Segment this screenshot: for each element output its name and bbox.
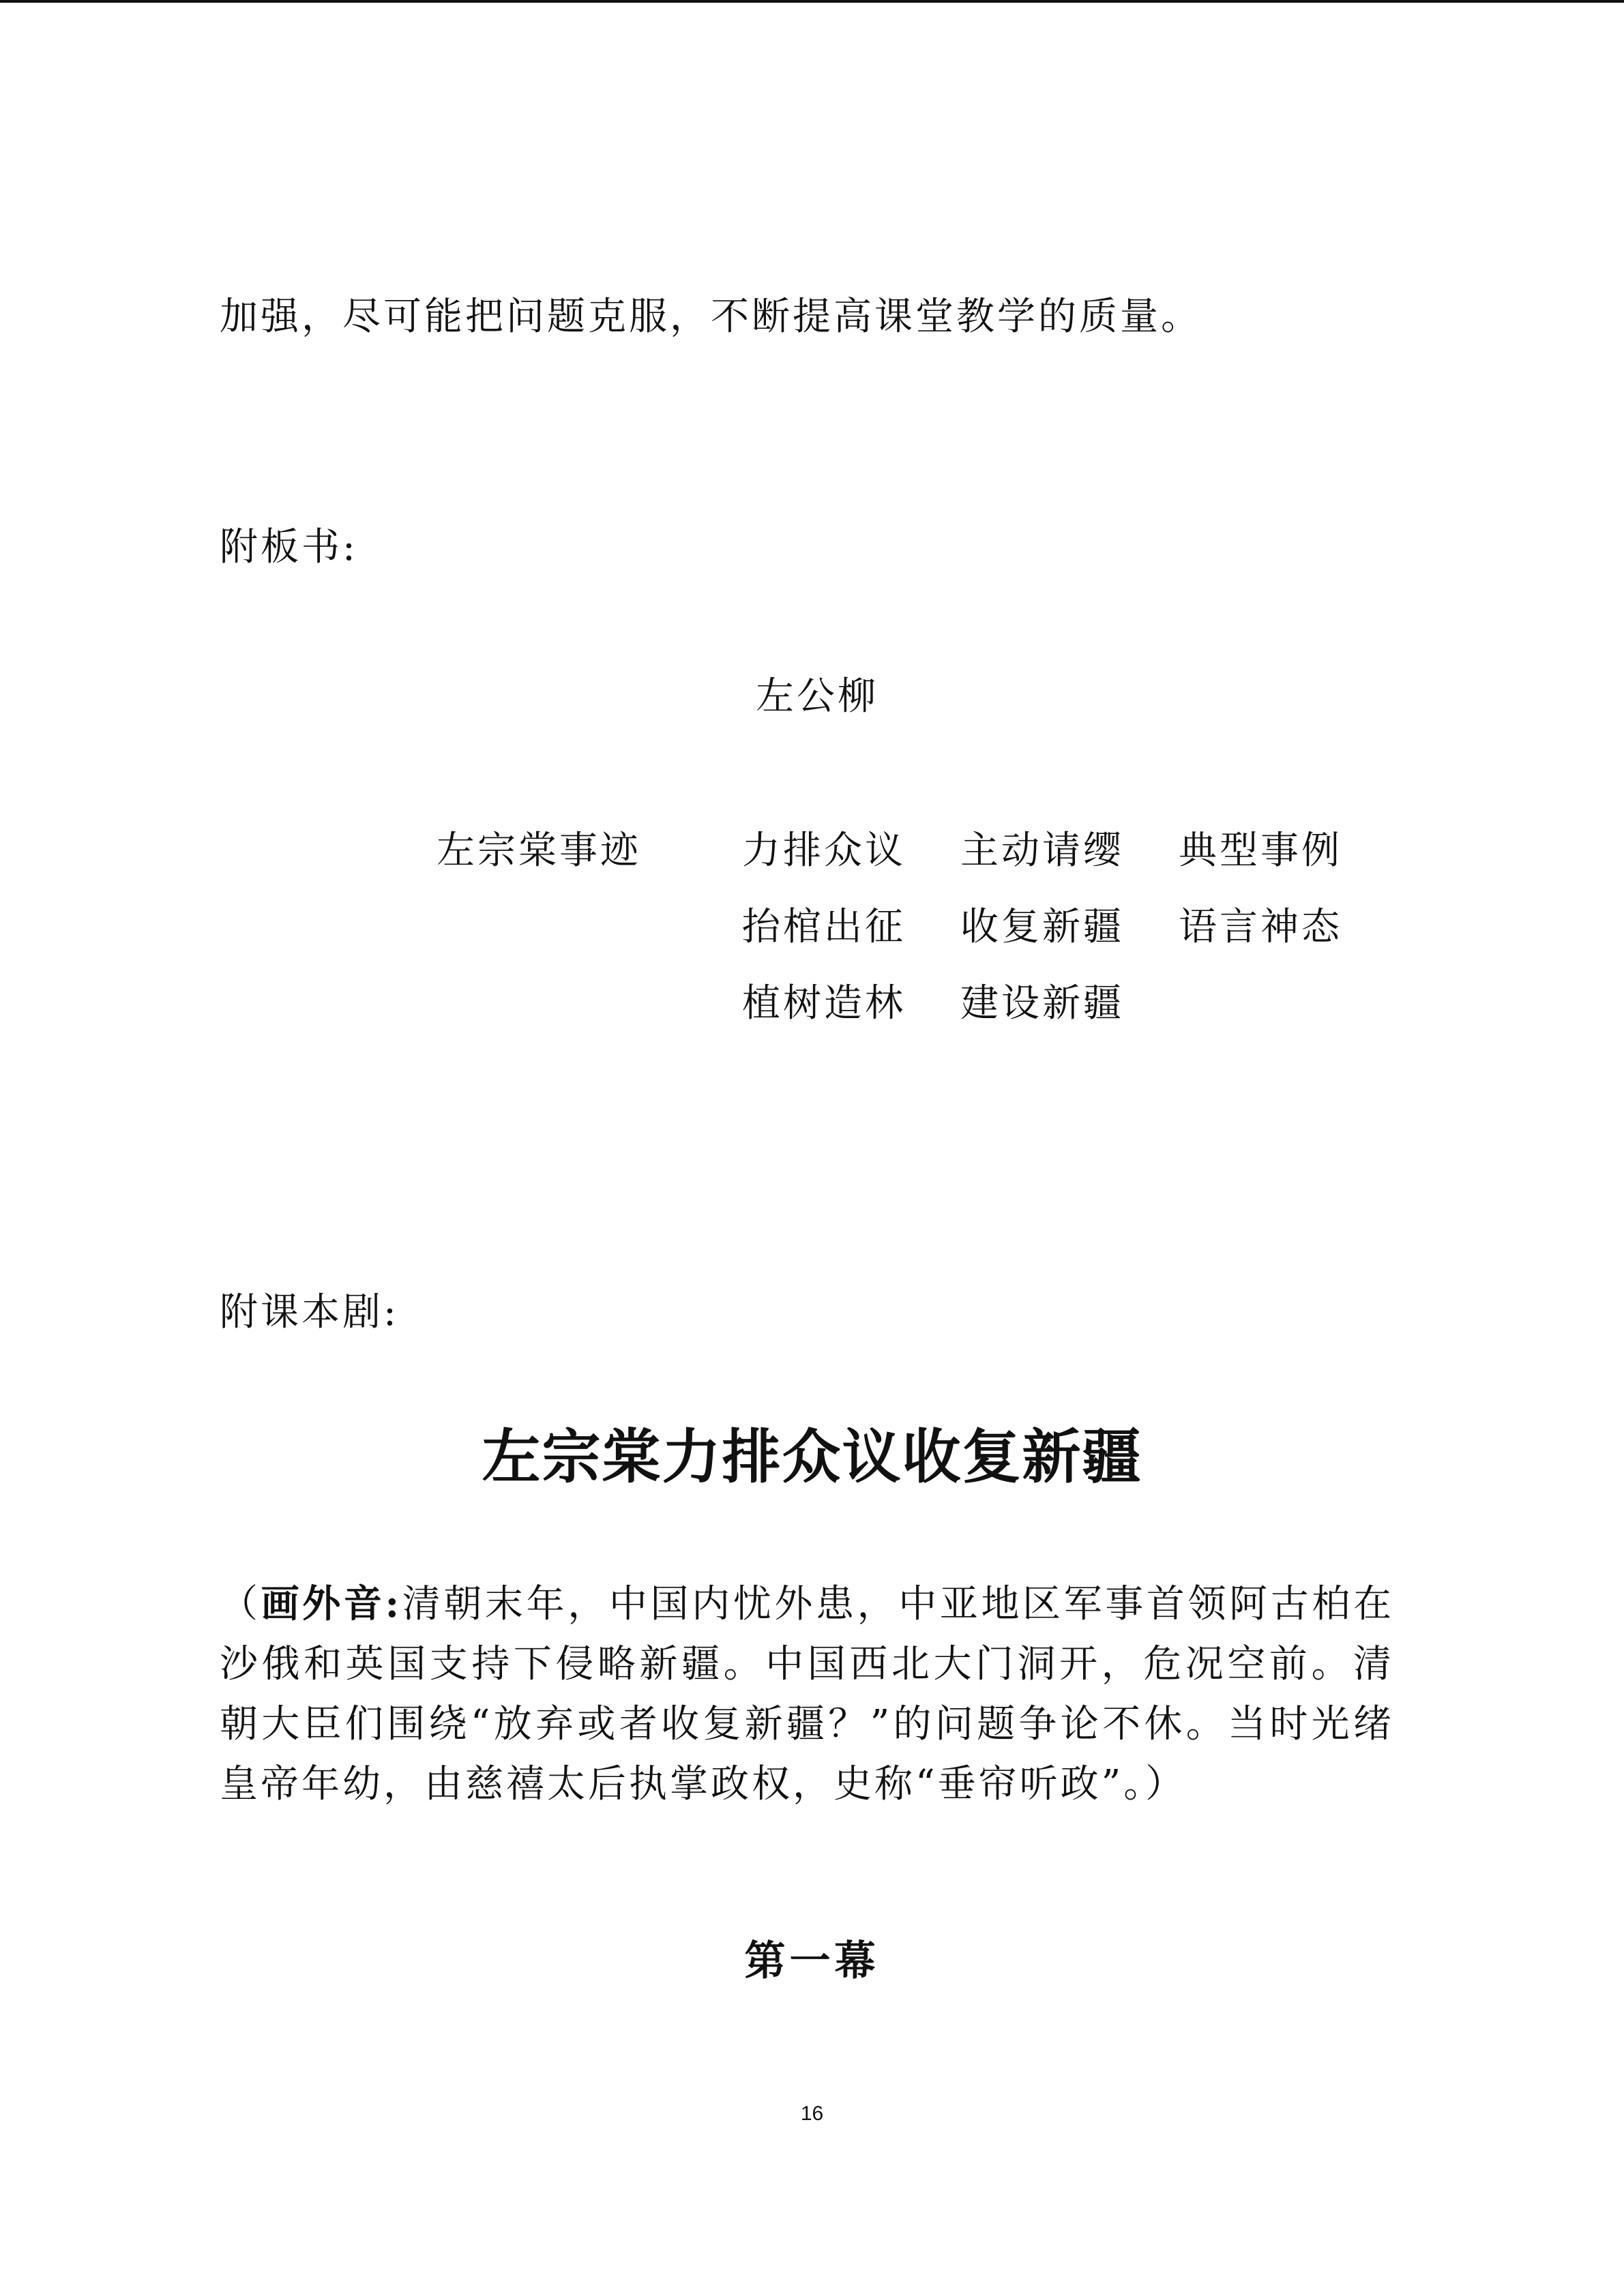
board-writing-heading: 附板书: <box>220 525 358 569</box>
board-row <box>742 980 1397 1056</box>
board-row <box>742 904 1397 980</box>
textbook-play-heading: 附课本剧: <box>220 1290 399 1335</box>
board-outline-grid <box>742 827 1397 1056</box>
intro-paragraph-line: 加强，尽可能把问题克服，不断提高课堂教学的质量。 <box>220 295 1202 339</box>
voiceover-label: 画外音: <box>261 1581 402 1626</box>
top-border-line <box>0 0 1624 3</box>
act-title: 第一幕 <box>744 1937 880 1985</box>
board-row <box>742 827 1397 904</box>
board-cell: 语言神态 <box>1179 905 1342 949</box>
board-cell: 收复新疆 <box>960 905 1124 949</box>
board-topic-label: 左宗棠事迹 <box>437 829 641 873</box>
narration-text: 清朝末年，中国内忧外患，中亚地区军事首领阿古柏在沙俄和英国支持下侵略新疆。中国西北大门洞开，危况空前。清朝大臣们围绕“放弃或者收复新疆？”的问题争论不休。当时光绪皇帝年幼，由慈禧太后执掌政权，史称“垂帘听政”。） <box>220 1582 1395 1806</box>
board-cell: 植树造林 <box>742 981 906 1026</box>
board-cell: 典型事例 <box>1179 829 1342 873</box>
page-number: 16 <box>800 2102 824 2125</box>
board-title: 左公柳 <box>756 674 879 719</box>
narration-paragraph <box>220 1574 1394 1815</box>
board-cell: 建设新疆 <box>960 981 1124 1026</box>
play-title: 左宗棠力排众议收复新疆 <box>482 1422 1142 1491</box>
narration-open-paren: （ <box>220 1582 261 1626</box>
board-cell: 主动请缨 <box>960 829 1124 873</box>
board-cell <box>1179 980 1397 1056</box>
board-cell: 力排众议 <box>742 829 906 873</box>
board-cell: 抬棺出征 <box>742 905 906 949</box>
